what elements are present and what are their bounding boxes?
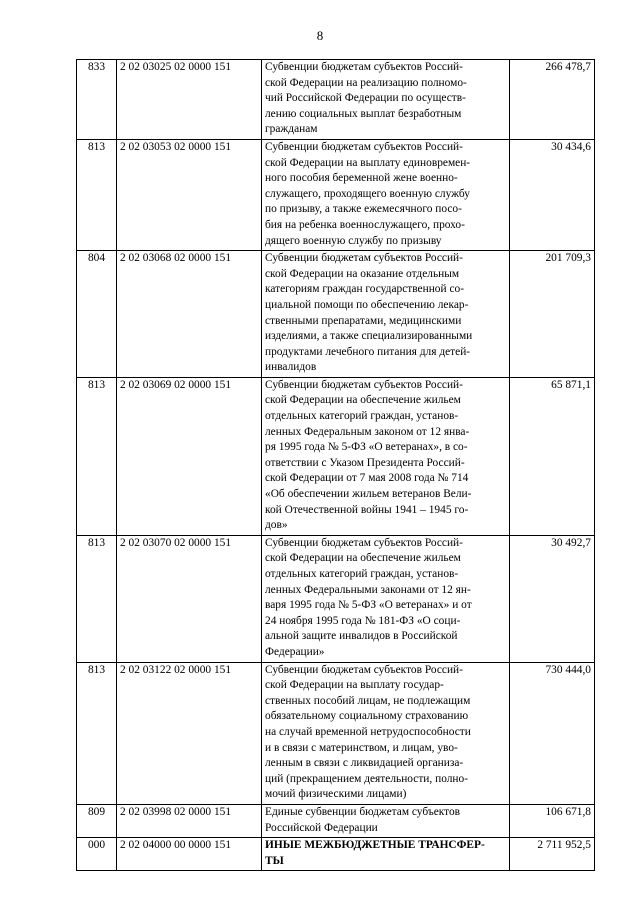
table-row — [77, 60, 595, 140]
revenue-name-line: ской Федерации от 7 мая 2008 года № 714 — [265, 472, 469, 485]
amount-cell: 30 492,7 — [510, 535, 595, 662]
table-body — [77, 60, 595, 871]
revenue-name-line: ской Федерации на выплату государ- — [265, 679, 444, 692]
admin-code-cell: 813 — [77, 662, 117, 804]
amount-cell: 30 434,6 — [510, 139, 595, 250]
revenue-name-line: ской Федерации на выплату единовремен- — [265, 156, 471, 169]
revenue-name-line: варя 1995 года № 5-ФЗ «О ветеранах» и от — [265, 599, 472, 612]
revenue-name-line: альной защите инвалидов в Российской — [265, 630, 458, 643]
revenue-name-line: Федерации» — [265, 645, 325, 658]
revenue-code-cell: 2 02 03070 02 0000 151 — [117, 535, 262, 662]
budget-revenue-table — [76, 59, 595, 871]
revenue-code-cell: 2 02 03122 02 0000 151 — [117, 662, 262, 804]
revenue-name-line: по призыву, а также ежемесячного посо- — [265, 203, 462, 216]
admin-code-cell: 833 — [77, 60, 117, 140]
page-number: 8 — [316, 28, 324, 43]
admin-code-cell: 000 — [77, 838, 117, 871]
table-row — [77, 804, 595, 837]
revenue-name-line: категориям граждан государственной со- — [265, 283, 464, 296]
revenue-name-line: дящего военную службу по призыву — [265, 234, 442, 247]
revenue-name-line: ственных пособий лицам, не подлежащим — [265, 694, 471, 707]
revenue-name-cell — [262, 804, 510, 837]
revenue-name-cell — [262, 377, 510, 535]
revenue-name-line: «Об обеспечении жильем ветеранов Вели- — [265, 488, 472, 501]
revenue-name-line: Субвенции бюджетам субъектов Россий- — [265, 663, 463, 676]
revenue-name-line: служащего, проходящего военную службу — [265, 187, 470, 200]
revenue-name-line: отдельных категорий граждан, установ- — [265, 568, 459, 580]
revenue-name-line: ской Федерации на реализацию полномо- — [265, 76, 467, 89]
revenue-name-line: ской Федерации на оказание отдельным — [265, 267, 460, 280]
revenue-code-cell: 2 02 03053 02 0000 151 — [117, 139, 262, 250]
revenue-name-line: ленных Федеральными законами от 12 ян- — [265, 583, 471, 596]
revenue-name-line: мочий физическими лицами) — [265, 788, 407, 801]
revenue-name-line: ного пособия беременной жене военно- — [265, 172, 458, 185]
revenue-name-line: ций (прекращением деятельности, полно- — [265, 772, 469, 785]
revenue-name-line: ответствии с Указом Президента Россий- — [265, 456, 465, 469]
amount-cell: 730 444,0 — [510, 662, 595, 804]
revenue-name-line: ской Федерации на обеспечение жильем — [265, 552, 461, 565]
revenue-name-line: чий Российской Федерации по осуществ- — [265, 92, 466, 105]
admin-code-cell: 813 — [77, 377, 117, 535]
revenue-code-cell: 2 02 04000 00 0000 151 — [117, 838, 262, 871]
revenue-name-line: продуктами лечебного питания для детей- — [265, 345, 471, 358]
revenue-name-line: циальной помощи по обеспечению лекар- — [265, 298, 469, 311]
revenue-name-line: ственными препаратами, медицинскими — [265, 314, 462, 327]
revenue-name-line: отдельных категорий граждан, установ- — [265, 410, 459, 423]
revenue-name-line: Субвенции бюджетам субъектов Россий- — [265, 61, 463, 73]
revenue-name-line: на случай временной нетрудоспособности — [265, 725, 471, 738]
revenue-name-line: обязательному социальному страхованию — [265, 710, 469, 723]
table-row — [77, 662, 595, 804]
revenue-name-line: бия на ребенка военнослужащего, прохо- — [265, 218, 465, 231]
revenue-code-cell: 2 02 03025 02 0000 151 — [117, 60, 262, 140]
revenue-name-cell — [262, 60, 510, 140]
revenue-name-line: ИНЫЕ МЕЖБЮДЖЕТНЫЕ ТРАНСФЕР- — [265, 839, 485, 852]
revenue-name-line: Субвенции бюджетам субъектов Россий- — [265, 536, 463, 549]
amount-cell: 201 709,3 — [510, 251, 595, 378]
revenue-name-line: кой Отечественной войны 1941 – 1945 го- — [265, 503, 469, 516]
table-row — [77, 838, 595, 871]
revenue-name-cell — [262, 139, 510, 250]
admin-code-cell: 813 — [77, 139, 117, 250]
revenue-name-line: ской Федерации на обеспечение жильем — [265, 394, 461, 407]
revenue-name-line: ленных Федеральным законом от 12 янва- — [265, 425, 470, 438]
amount-cell: 266 478,7 — [510, 60, 595, 140]
amount-cell: 2 711 952,5 — [510, 838, 595, 871]
revenue-name-line: ленным в связи с ликвидацией организа- — [265, 757, 464, 770]
admin-code-cell: 813 — [77, 535, 117, 662]
table-row — [77, 251, 595, 378]
revenue-name-line: Субвенции бюджетам субъектов Россий- — [265, 252, 463, 265]
revenue-name-line: лению социальных выплат безработным — [265, 107, 462, 120]
table-row — [77, 139, 595, 250]
revenue-code-cell: 2 02 03069 02 0000 151 — [117, 377, 262, 535]
revenue-name-line: ря 1995 года № 5-ФЗ «О ветеранах», в со- — [265, 441, 468, 454]
revenue-name-cell — [262, 662, 510, 804]
revenue-name-line: дов» — [265, 519, 288, 532]
revenue-name-line: 24 ноября 1995 года № 181-ФЗ «О соци- — [265, 614, 461, 627]
table-row — [77, 377, 595, 535]
revenue-name-line: инвалидов — [265, 361, 317, 374]
amount-cell: 65 871,1 — [510, 377, 595, 535]
revenue-name-line: изделиями, а также специализированными — [265, 330, 473, 343]
admin-code-cell: 809 — [77, 804, 117, 837]
revenue-name-line: ТЫ — [265, 854, 284, 867]
revenue-name-cell — [262, 535, 510, 662]
revenue-name-line: Субвенции бюджетам субъектов Россий- — [265, 140, 463, 153]
revenue-code-cell: 2 02 03068 02 0000 151 — [117, 251, 262, 378]
revenue-name-line: Субвенции бюджетам субъектов Россий- — [265, 378, 463, 391]
revenue-name-line: Российской Федерации — [265, 821, 378, 834]
amount-cell: 106 671,8 — [510, 804, 595, 837]
revenue-name-line: и в связи с материнством, и лицам, уво- — [265, 741, 458, 754]
table-row — [77, 535, 595, 662]
revenue-name-cell — [262, 251, 510, 378]
revenue-name-line: гражданам — [265, 123, 318, 136]
admin-code-cell: 804 — [77, 251, 117, 378]
revenue-name-line: Единые субвенции бюджетам субъектов — [265, 805, 461, 818]
revenue-code-cell: 2 02 03998 02 0000 151 — [117, 804, 262, 837]
revenue-name-cell — [262, 838, 510, 871]
